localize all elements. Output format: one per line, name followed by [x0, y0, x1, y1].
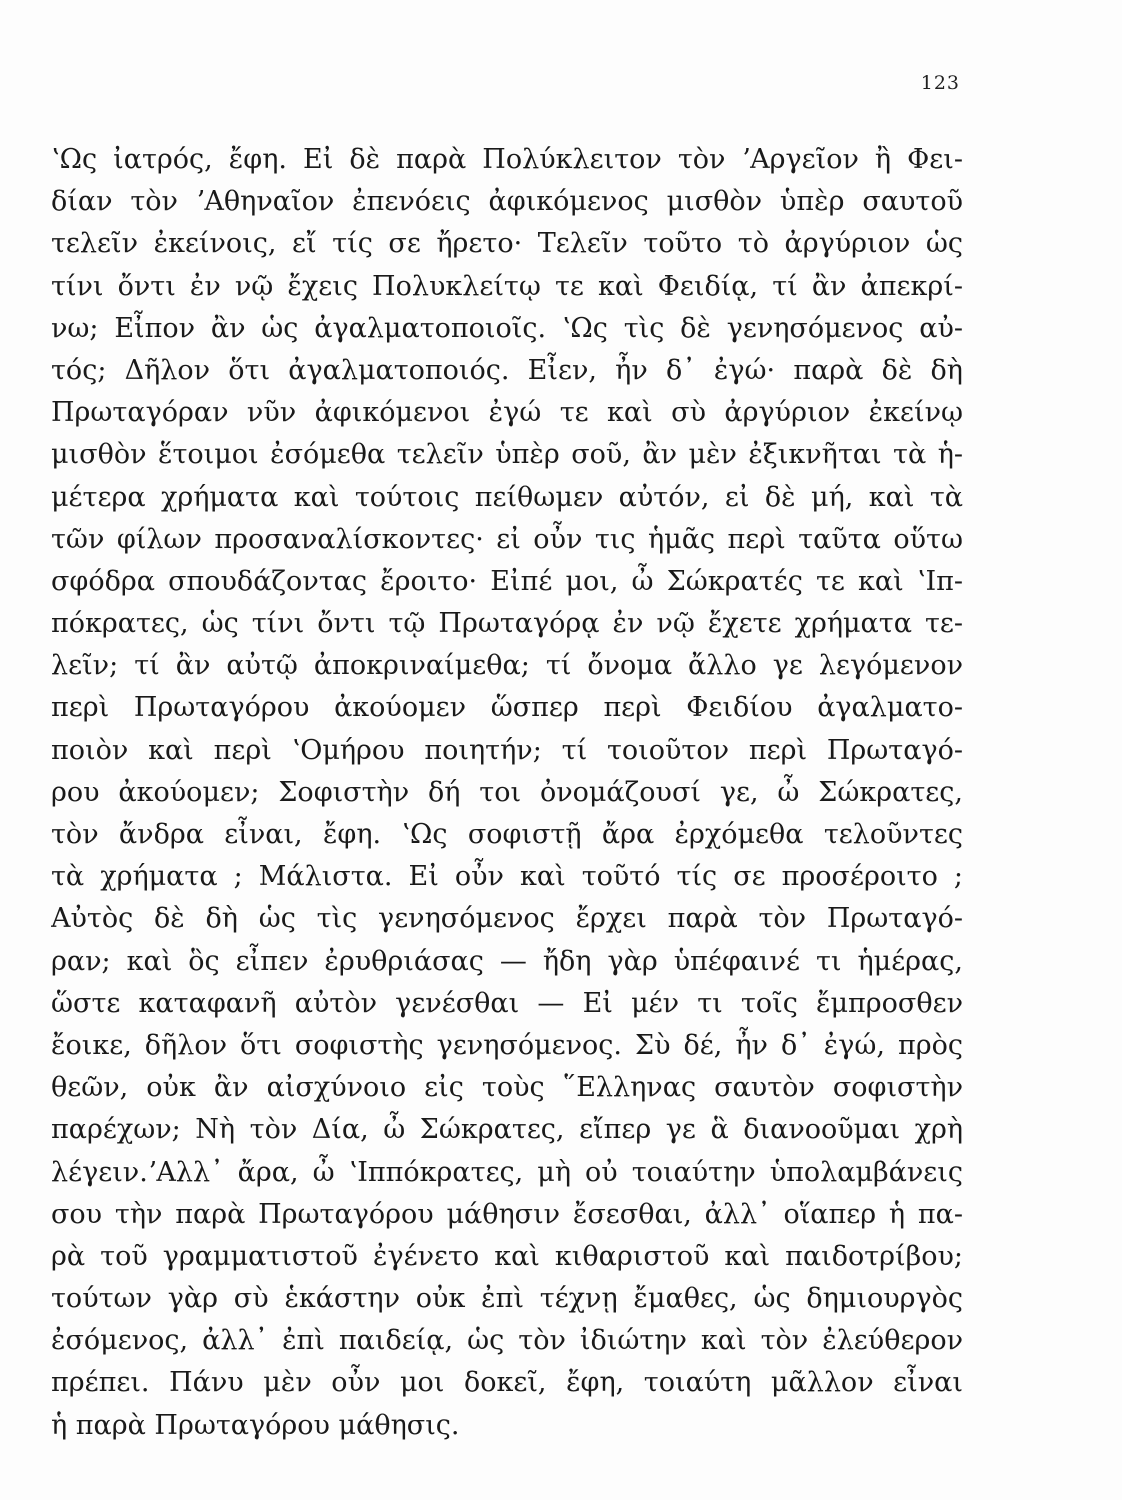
- text-line: δίαν τὸν ʼΑθηναῖον ἐπενόεις ἀφικόμενος μισθὸν ὑπὲρ σαυτοῦ: [51, 186, 963, 218]
- text-line: ρὰ τοῦ γραμματιστοῦ ἐγένετο καὶ κιθαριστοῦ καὶ παιδοτρίβου;: [51, 1240, 963, 1272]
- text-line: τούτων γὰρ σὺ ἑκάστην οὐκ ἐπὶ τέχνῃ ἔμαθες, ὡς δημιουργὸς: [51, 1283, 963, 1315]
- text-line: πρέπει. Πάνυ μὲν οὖν μοι δοκεῖ, ἔφη, τοιαύτη μᾶλλον εἶναι: [51, 1367, 963, 1399]
- text-line: ποιὸν καὶ περὶ ʽΟμήρου ποιητήν; τί τοιοῦτον περὶ Πρωταγό-: [51, 734, 963, 766]
- text-line: ἡ παρὰ Πρωταγόρου μάθησις.: [51, 1409, 460, 1441]
- text-line: μισθὸν ἕτοιμοι ἐσόμεθα τελεῖν ὑπὲρ σοῦ, ἂν μὲν ἐξικνῆται τὰ ἡ-: [51, 439, 963, 471]
- text-line: σφόδρα σπουδάζοντας ἔροιτο· Εἰπέ μοι, ὦ Σώκρατές τε καὶ ʽΙπ-: [51, 565, 963, 597]
- text-line: ἐσόμενος, ἀλλ᾽ ἐπὶ παιδείᾳ, ὡς τὸν ἰδιώτην καὶ τὸν ἐλεύθερον: [51, 1325, 963, 1357]
- page-number: 123: [920, 72, 960, 94]
- text-line: ὥστε καταφανῆ αὐτὸν γενέσθαι — Εἰ μέν τι τοῖς ἔμπροσθεν: [51, 987, 963, 1019]
- text-line: ʽΩς ἰατρός, ἔφη. Εἰ δὲ παρὰ Πολύκλειτον τὸν ʼΑργεῖον ἢ Φει-: [51, 144, 963, 175]
- text-line: λεῖν; τί ἂν αὐτῷ ἀποκριναίμεθα; τί ὄνομα ἄλλο γε λεγόμενον: [51, 650, 963, 682]
- text-line: Αὐτὸς δὲ δὴ ὡς τὶς γενησόμενος ἔρχει παρὰ τὸν Πρωταγό-: [51, 903, 963, 935]
- text-line: θεῶν, οὐκ ἂν αἰσχύνοιο εἰς τοὺς ῞Ελληνας σαυτὸν σοφιστὴν: [51, 1072, 963, 1104]
- text-line: μέτερα χρήματα καὶ τούτοις πείθωμεν αὐτόν, εἰ δὲ μή, καὶ τὰ: [51, 481, 963, 513]
- text-line: πόκρατες, ὡς τίνι ὄντι τῷ Πρωταγόρᾳ ἐν νῷ ἔχετε χρήματα τε-: [51, 608, 963, 640]
- text-line: ρου ἀκούομεν; Σοφιστὴν δή τοι ὀνομάζουσί γε, ὦ Σώκρατες,: [51, 776, 963, 808]
- text-line: περὶ Πρωταγόρου ἀκούομεν ὥσπερ περὶ Φειδίου ἀγαλματο-: [51, 692, 963, 724]
- text-line: λέγειν.ʼΑλλ᾽ ἄρα, ὦ ʽΙππόκρατες, μὴ οὐ τοιαύτην ὑπολαμβάνεις: [51, 1156, 963, 1188]
- text-line: τός; Δῆλον ὅτι ἀγαλματοποιός. Εἶεν, ἦν δ᾽ ἐγώ· παρὰ δὲ δὴ: [51, 354, 963, 386]
- greek-text-block: [51, 139, 963, 1447]
- text-line: Πρωταγόραν νῦν ἀφικόμενοι ἐγώ τε καὶ σὺ ἀργύριον ἐκείνῳ: [51, 397, 963, 429]
- text-line: παρέχων; Νὴ τὸν Δία, ὦ Σώκρατες, εἴπερ γε ἃ διανοοῦμαι χρὴ: [51, 1114, 963, 1146]
- text-line: τῶν φίλων προσαναλίσκοντες· εἰ οὖν τις ἡμᾶς περὶ ταῦτα οὕτω: [51, 523, 963, 555]
- text-line: ραν; καὶ ὃς εἶπεν ἐρυθριάσας — ἤδη γὰρ ὑπέφαινέ τι ἡμέρας,: [51, 945, 963, 977]
- text-line: ἔοικε, δῆλον ὅτι σοφιστὴς γενησόμενος. Σὺ δέ, ἦν δ᾽ ἐγώ, πρὸς: [51, 1029, 963, 1061]
- text-line: νω; Εἶπον ἂν ὡς ἀγαλματοποιοῖς. ʽΩς τὶς δὲ γενησόμενος αὐ-: [51, 312, 963, 344]
- text-line: τελεῖν ἐκείνοις, εἴ τίς σε ἤρετο· Τελεῖν τοῦτο τὸ ἀργύριον ὡς: [51, 228, 963, 260]
- text-line: τὰ χρήματα ; Μάλιστα. Εἰ οὖν καὶ τοῦτό τίς σε προσέροιτο ;: [51, 861, 963, 893]
- text-line: σου τὴν παρὰ Πρωταγόρου μάθησιν ἔσεσθαι, ἀλλ᾽ οἵαπερ ἡ πα-: [51, 1198, 963, 1230]
- text-line: τίνι ὄντι ἐν νῷ ἔχεις Πολυκλείτῳ τε καὶ Φειδίᾳ, τί ἂν ἀπεκρί-: [51, 270, 963, 302]
- text-line: τὸν ἄνδρα εἶναι, ἔφη. ʽΩς σοφιστῇ ἄρα ἐρχόμεθα τελοῦντες: [51, 819, 963, 850]
